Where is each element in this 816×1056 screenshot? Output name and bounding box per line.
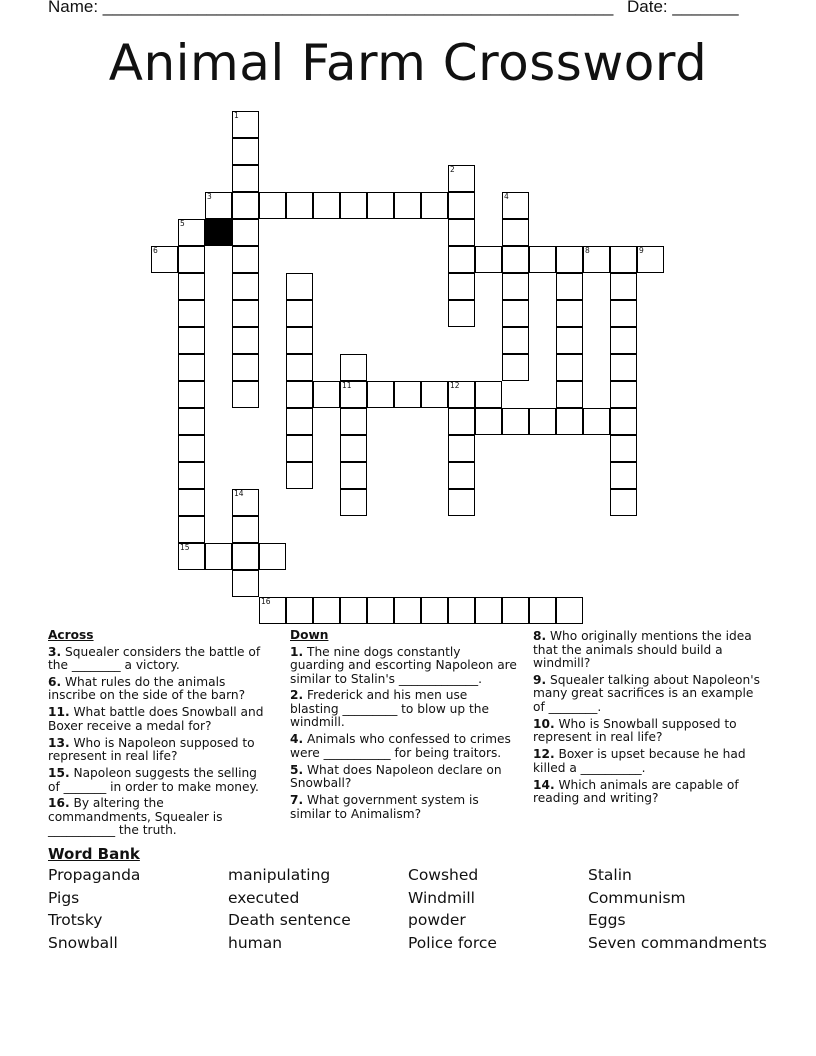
crossword-cell[interactable] [529, 408, 556, 435]
crossword-cell[interactable] [367, 597, 394, 624]
crossword-cell[interactable] [529, 246, 556, 273]
down-clues [290, 629, 518, 824]
clue-item-number: 9. [533, 672, 547, 687]
clue-item-number: 16. [48, 796, 70, 811]
word-bank-item: Death sentence [228, 911, 351, 930]
crossword-cell[interactable] [610, 435, 637, 462]
crossword-cell[interactable] [232, 219, 259, 246]
word-bank-item: Seven commandments [588, 934, 767, 953]
crossword-cell[interactable] [232, 300, 259, 327]
clue-item-text: What rules do the animals inscribe on the side of the barn? [48, 674, 246, 703]
crossword-cell[interactable] [610, 354, 637, 381]
crossword-cell[interactable] [556, 327, 583, 354]
crossword-cell[interactable] [448, 381, 475, 408]
clue-item-number: 6. [48, 674, 62, 689]
crossword-cell[interactable] [556, 246, 583, 273]
crossword-cell[interactable] [232, 273, 259, 300]
crossword-cell[interactable] [421, 192, 448, 219]
name-field-label: Name: ______________________________________________________ [48, 0, 614, 16]
clue-number: 14 [234, 489, 244, 498]
clue-item-text: The nine dogs constantly guarding and escorting Napoleon are similar to Stalin's _____________. [290, 644, 517, 686]
crossword-cell[interactable] [448, 300, 475, 327]
clue-number: 6 [153, 246, 158, 255]
crossword-cell[interactable] [178, 327, 205, 354]
clue-item-number: 5. [290, 762, 304, 777]
clue-number: 11 [342, 381, 352, 390]
crossword-cell[interactable] [232, 192, 259, 219]
clue-item-text: Who is Snowball supposed to represent in real life? [533, 716, 737, 745]
word-bank-item: Eggs [588, 911, 626, 930]
clue-number: 3 [207, 192, 212, 201]
crossword-cell[interactable] [259, 543, 286, 570]
word-bank-item: human [228, 934, 283, 953]
crossword-cell[interactable] [232, 381, 259, 408]
crossword-cell[interactable] [448, 273, 475, 300]
crossword-cell[interactable] [340, 462, 367, 489]
clue-item-number: 7. [290, 793, 304, 808]
crossword-cell[interactable] [556, 381, 583, 408]
crossword-cell[interactable] [448, 246, 475, 273]
crossword-cell[interactable] [475, 408, 502, 435]
clue-item [48, 646, 270, 673]
clue-number: 4 [504, 192, 509, 201]
crossword-cell[interactable] [448, 462, 475, 489]
crossword-cell[interactable] [178, 516, 205, 543]
crossword-cell[interactable] [340, 489, 367, 516]
across-clues [48, 629, 270, 841]
crossword-cell[interactable] [610, 462, 637, 489]
crossword-cell[interactable] [475, 597, 502, 624]
crossword-cell[interactable] [340, 597, 367, 624]
crossword-cell[interactable] [637, 246, 664, 273]
crossword-cell[interactable] [394, 597, 421, 624]
crossword-cell[interactable] [178, 435, 205, 462]
clue-item-number: 2. [290, 688, 304, 703]
crossword-cell[interactable] [475, 381, 502, 408]
word-bank-item: Trotsky [48, 911, 103, 930]
crossword-cell[interactable] [502, 300, 529, 327]
word-bank-item: Windmill [408, 888, 475, 907]
clue-item-text: What battle does Snowball and Boxer receive a medal for? [48, 705, 264, 733]
down-clues-continued [533, 630, 768, 809]
crossword-cell[interactable] [232, 570, 259, 597]
clue-item-text: What does Napoleon declare on Snowball? [290, 762, 502, 791]
crossword-cell[interactable] [556, 273, 583, 300]
crossword-cell[interactable] [448, 435, 475, 462]
crossword-cell[interactable] [610, 300, 637, 327]
crossword-cell[interactable] [232, 489, 259, 516]
crossword-cell[interactable] [286, 462, 313, 489]
crossword-cell[interactable] [178, 273, 205, 300]
crossword-cell[interactable] [502, 192, 529, 219]
crossword-cell[interactable] [340, 381, 367, 408]
crossword-cell[interactable] [286, 597, 313, 624]
crossword-cell[interactable] [340, 435, 367, 462]
clue-number: 15 [180, 543, 190, 552]
crossword-cell[interactable] [286, 300, 313, 327]
crossword-cell[interactable] [340, 354, 367, 381]
crossword-cell[interactable] [232, 138, 259, 165]
crossword-cell[interactable] [502, 408, 529, 435]
clue-item-text: Frederick and his men use blasting _________ to blow up the windmill. [290, 688, 490, 730]
clue-item [290, 689, 518, 730]
crossword-cell[interactable] [313, 381, 340, 408]
crossword-cell[interactable] [178, 354, 205, 381]
clue-item-number: 8. [533, 629, 547, 643]
clue-number: 9 [639, 246, 644, 255]
clue-number: 12 [450, 381, 460, 390]
crossword-cell[interactable] [340, 192, 367, 219]
clue-item [533, 748, 768, 775]
page-title: Animal Farm Crossword [108, 34, 708, 92]
word-bank-item: Propaganda [48, 866, 141, 884]
down-heading: Down [290, 628, 329, 642]
crossword-cell[interactable] [205, 192, 232, 219]
clue-item [48, 676, 270, 703]
crossword-cell[interactable] [286, 327, 313, 354]
crossword-cell[interactable] [340, 408, 367, 435]
clue-item [290, 733, 518, 760]
crossword-cell[interactable] [178, 462, 205, 489]
crossword-black-cell [205, 219, 232, 246]
crossword-cell[interactable] [610, 381, 637, 408]
clue-item-text: Squealer considers the battle of the ________ a victory. [48, 644, 261, 672]
crossword-cell[interactable] [610, 273, 637, 300]
clue-item-number: 14. [533, 777, 555, 792]
crossword-cell[interactable] [610, 246, 637, 273]
word-bank-item: Cowshed [408, 866, 479, 884]
clue-item-text: Napoleon suggests the selling of _______ in order to make money. [48, 766, 259, 794]
crossword-cell[interactable] [556, 354, 583, 381]
crossword-cell[interactable] [610, 408, 637, 435]
crossword-cell[interactable] [232, 111, 259, 138]
crossword-cell[interactable] [178, 300, 205, 327]
crossword-cell[interactable] [259, 192, 286, 219]
clue-item-number: 11. [48, 705, 70, 720]
clue-item [48, 767, 270, 794]
word-bank-item: executed [228, 888, 300, 907]
clue-item-number: 10. [533, 716, 555, 731]
word-bank-item: Stalin [588, 866, 632, 884]
clue-item [48, 737, 270, 764]
crossword-cell[interactable] [178, 219, 205, 246]
across-heading: Across [48, 628, 94, 642]
clue-item-number: 13. [48, 735, 70, 750]
clue-item-text: By altering the commandments, Squealer is ___________ the truth. [48, 796, 223, 838]
crossword-cell[interactable] [394, 381, 421, 408]
crossword-cell[interactable] [529, 597, 556, 624]
clue-item-text: Which animals are capable of reading and writing? [533, 777, 739, 806]
crossword-cell[interactable] [313, 597, 340, 624]
crossword-cell[interactable] [421, 381, 448, 408]
crossword-cell[interactable] [232, 516, 259, 543]
crossword-cell[interactable] [502, 246, 529, 273]
crossword-cell[interactable] [610, 327, 637, 354]
crossword-cell[interactable] [286, 273, 313, 300]
crossword-cell[interactable] [313, 192, 340, 219]
crossword-cell[interactable] [583, 408, 610, 435]
crossword-cell[interactable] [178, 408, 205, 435]
clue-number: 16 [261, 597, 271, 606]
clue-item-text: What government system is similar to Animalism? [290, 793, 479, 821]
crossword-cell[interactable] [556, 408, 583, 435]
word-bank-item: Police force [408, 934, 497, 953]
crossword-cell[interactable] [178, 246, 205, 273]
crossword-cell[interactable] [259, 597, 286, 624]
clue-number: 5 [180, 219, 185, 228]
crossword-cell[interactable] [448, 489, 475, 516]
clue-item [533, 674, 768, 715]
crossword-cell[interactable] [448, 192, 475, 219]
crossword-cell[interactable] [502, 597, 529, 624]
word-bank-item: powder [408, 911, 466, 930]
crossword-cell[interactable] [178, 381, 205, 408]
crossword-cell[interactable] [394, 192, 421, 219]
crossword-cell[interactable] [232, 354, 259, 381]
crossword-cell[interactable] [286, 192, 313, 219]
crossword-cell[interactable] [502, 327, 529, 354]
clue-item-number: 15. [48, 766, 70, 781]
crossword-cell[interactable] [178, 489, 205, 516]
crossword-cell[interactable] [178, 543, 205, 570]
clue-item [290, 764, 518, 791]
crossword-cell[interactable] [286, 381, 313, 408]
crossword-cell[interactable] [610, 489, 637, 516]
clue-item [533, 718, 768, 745]
word-bank-item: Pigs [48, 888, 80, 907]
word-bank-item: Communism [588, 888, 686, 907]
crossword-cell[interactable] [367, 192, 394, 219]
date-field-label: Date: _______ [627, 0, 739, 16]
crossword-cell[interactable] [205, 543, 232, 570]
crossword-cell[interactable] [583, 246, 610, 273]
clue-item-text: Boxer is upset because he had killed a __________. [533, 747, 746, 775]
crossword-cell[interactable] [232, 327, 259, 354]
clue-item [533, 779, 768, 806]
clue-item [48, 706, 270, 733]
clue-item [533, 630, 768, 671]
crossword-cell[interactable] [367, 381, 394, 408]
clue-item-number: 4. [290, 732, 304, 747]
clue-item-text: Who originally mentions the idea that the animals should build a windmill? [533, 629, 752, 670]
clue-item-number: 1. [290, 644, 304, 659]
crossword-cell[interactable] [232, 543, 259, 570]
word-bank-heading: Word Bank [48, 845, 140, 863]
crossword-cell[interactable] [448, 408, 475, 435]
crossword-cell[interactable] [232, 165, 259, 192]
crossword-cell[interactable] [448, 219, 475, 246]
clue-item-text: Who is Napoleon supposed to represent in real life? [48, 735, 255, 764]
clue-item-text: Animals who confessed to crimes were ___________ for being traitors. [290, 732, 511, 760]
crossword-cell[interactable] [151, 246, 178, 273]
crossword-cell[interactable] [448, 597, 475, 624]
clue-item [290, 794, 518, 821]
crossword-cell[interactable] [556, 300, 583, 327]
crossword-cell[interactable] [286, 354, 313, 381]
crossword-cell[interactable] [502, 354, 529, 381]
clue-item [48, 797, 270, 838]
clue-item [290, 646, 518, 687]
crossword-cell[interactable] [556, 597, 583, 624]
clue-number: 2 [450, 165, 455, 174]
clue-number: 8 [585, 246, 590, 255]
word-bank-item: manipulating [228, 866, 331, 884]
crossword-cell[interactable] [286, 408, 313, 435]
word-bank-item: Snowball [48, 934, 118, 953]
clue-item-text: Squealer talking about Napoleon's many great sacrifices is an example of ________. [533, 672, 760, 714]
crossword-cell[interactable] [502, 219, 529, 246]
crossword-cell[interactable] [421, 597, 448, 624]
crossword-cell[interactable] [286, 435, 313, 462]
crossword-cell[interactable] [502, 273, 529, 300]
clue-number: 1 [234, 111, 239, 120]
clue-item-number: 3. [48, 644, 62, 659]
clue-item-number: 12. [533, 747, 555, 762]
crossword-cell[interactable] [232, 246, 259, 273]
crossword-cell[interactable] [475, 246, 502, 273]
crossword-cell[interactable] [448, 165, 475, 192]
